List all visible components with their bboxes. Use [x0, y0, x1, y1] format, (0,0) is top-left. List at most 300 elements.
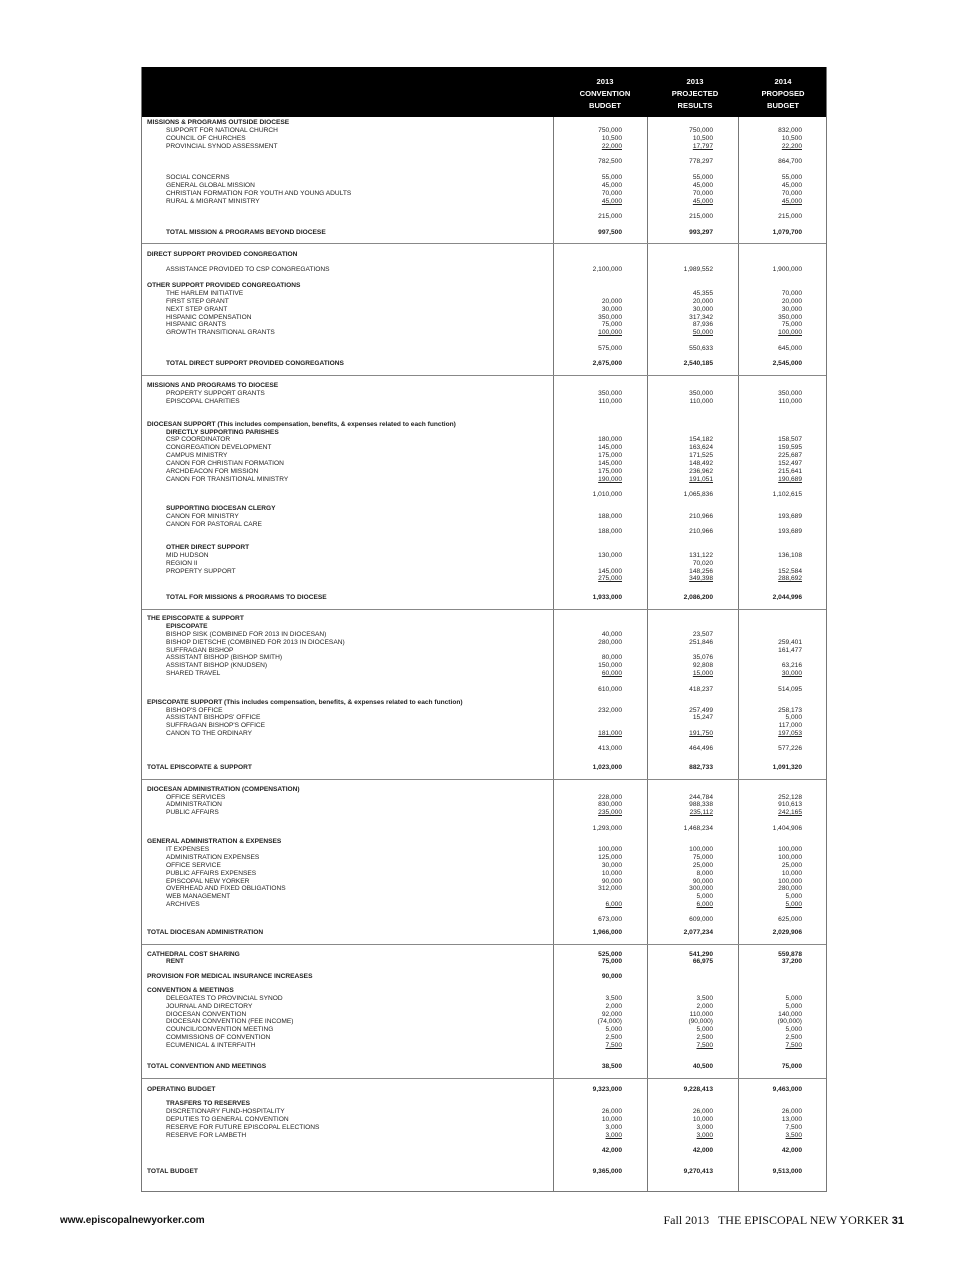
cell-value: 148,492: [689, 460, 713, 467]
cell-value: 280,000: [778, 885, 802, 892]
row-label: FIRST STEP GRANT: [166, 298, 229, 305]
cell-value: 252,128: [778, 794, 802, 801]
cell-value: 3,000: [605, 1132, 622, 1139]
cell-value: 349,398: [689, 575, 713, 582]
cell-value: 45,000: [692, 198, 713, 205]
cell-value: 864,700: [778, 158, 802, 165]
table-row: [142, 398, 826, 406]
cell-value: 9,463,000: [772, 1086, 802, 1093]
table-row: [142, 1034, 826, 1042]
row-label: MISSIONS AND PROGRAMS TO DIOCESE: [147, 382, 279, 389]
cell-value: 3,500: [696, 995, 713, 1002]
table-row: [142, 135, 826, 143]
cell-value: 40,500: [692, 1063, 713, 1070]
cell-value: 750,000: [689, 127, 713, 134]
cell-value: 244,784: [689, 794, 713, 801]
cell-value: 70,020: [692, 560, 713, 567]
row-label: MID HUDSON: [166, 552, 209, 559]
cell-value: 5,000: [605, 1026, 622, 1033]
table-row: [142, 901, 826, 909]
cell-value: 242,165: [778, 809, 802, 816]
table-row: [142, 306, 826, 314]
cell-value: 832,000: [778, 127, 802, 134]
cell-value: 225,687: [778, 452, 802, 459]
cell-value: 17,797: [692, 143, 713, 150]
row-label: SUFFRAGAN BISHOP: [166, 647, 234, 654]
row-label: DIOCESAN ADMINISTRATION (COMPENSATION): [147, 786, 300, 793]
col-header-2014-proposed: [740, 76, 826, 112]
cell-value: 92,000: [601, 1011, 622, 1018]
cell-value: 60,000: [601, 670, 622, 677]
row-label: TOTAL EPISCOPATE & SUPPORT: [147, 764, 252, 771]
cell-value: 45,000: [601, 182, 622, 189]
cell-value: 42,000: [601, 1147, 622, 1154]
cell-value: 6,000: [605, 901, 622, 908]
col-header-line: RESULTS: [677, 101, 713, 110]
cell-value: 9,323,000: [592, 1086, 622, 1093]
cell-value: 30,000: [601, 306, 622, 313]
row-label: CSP COORDINATOR: [166, 436, 231, 443]
cell-value: 577,226: [778, 745, 802, 752]
cell-value: 100,000: [778, 846, 802, 853]
cell-value: 2,000: [696, 1003, 713, 1010]
table-row: [142, 560, 826, 568]
table-row: [142, 282, 826, 290]
row-label: COUNCIL OF CHURCHES: [166, 135, 246, 142]
cell-value: 181,000: [598, 730, 622, 737]
cell-value: 125,000: [598, 854, 622, 861]
row-label: CANON FOR PASTORAL CARE: [166, 521, 262, 528]
table-row: [142, 639, 826, 647]
cell-value: 30,000: [601, 862, 622, 869]
section-divider: [142, 779, 826, 780]
row-label: ADMINISTRATION: [166, 801, 222, 808]
cell-value: 110,000: [689, 1011, 713, 1018]
cell-value: 350,000: [778, 390, 802, 397]
row-label: DELEGATES TO PROVINCIAL SYNOD: [166, 995, 283, 1002]
col-header-line: CONVENTION: [579, 89, 631, 98]
cell-value: 312,000: [598, 885, 622, 892]
row-label: PROVISION FOR MEDICAL INSURANCE INCREASES: [147, 973, 313, 980]
row-label: TOTAL DIOCESAN ADMINISTRATION: [147, 929, 264, 936]
cell-value: 10,500: [781, 135, 802, 142]
cell-value: 10,000: [692, 1116, 713, 1123]
cell-value: 9,270,413: [683, 1168, 713, 1175]
cell-value: 10,000: [781, 870, 802, 877]
cell-value: 2,000: [605, 1003, 622, 1010]
cell-value: 782,500: [598, 158, 622, 165]
cell-value: 10,500: [692, 135, 713, 142]
cell-value: 2,540,185: [683, 360, 713, 367]
row-label: CAMPUS MINISTRY: [166, 452, 228, 459]
row-label: TOTAL FOR MISSIONS & PROGRAMS TO DIOCESE: [166, 594, 327, 601]
row-label: HISPANIC COMPENSATION: [166, 314, 252, 321]
cell-value: 154,182: [689, 436, 713, 443]
table-row: [142, 1124, 826, 1132]
table-row: [142, 452, 826, 460]
row-label: EPISCOPAL NEW YORKER: [166, 878, 250, 885]
cell-value: 55,000: [692, 174, 713, 181]
cell-value: 30,000: [781, 670, 802, 677]
cell-value: 136,108: [778, 552, 802, 559]
cell-value: (90,000): [688, 1018, 713, 1025]
cell-value: 117,000: [778, 722, 802, 729]
table-row: [142, 662, 826, 670]
cell-value: 1,293,000: [592, 825, 622, 832]
cell-value: 110,000: [689, 398, 713, 405]
cell-value: 159,595: [778, 444, 802, 451]
cell-value: 90,000: [601, 878, 622, 885]
table-row: [142, 505, 826, 513]
cell-value: 110,000: [598, 398, 622, 405]
subtotal-row: [142, 213, 826, 221]
cell-value: 175,000: [598, 452, 622, 459]
footer-issue-title: Fall 2013 THE EPISCOPAL NEW YORKER: [663, 1213, 889, 1227]
table-row: [142, 722, 826, 730]
cell-value: 210,966: [689, 513, 713, 520]
row-label: JOURNAL AND DIRECTORY: [166, 1003, 253, 1010]
cell-value: 180,000: [598, 436, 622, 443]
row-label: RESERVE FOR FUTURE EPISCOPAL ELECTIONS: [166, 1124, 320, 1131]
cell-value: 259,401: [778, 639, 802, 646]
cell-value: 1,933,000: [592, 594, 622, 601]
table-row: [142, 893, 826, 901]
cell-value: 45,000: [601, 198, 622, 205]
cell-value: 317,342: [689, 314, 713, 321]
cell-value: 2,675,000: [592, 360, 622, 367]
col-header-line: 2014: [774, 77, 792, 86]
cell-value: 37,200: [781, 958, 802, 965]
row-label: WEB MANAGEMENT: [166, 893, 231, 900]
cell-value: 193,689: [778, 513, 802, 520]
col-header-line: PROJECTED: [671, 89, 719, 98]
row-label: PROVINCIAL SYNOD ASSESSMENT: [166, 143, 278, 150]
subtotal-row: [142, 745, 826, 753]
row-label: REGION II: [166, 560, 198, 567]
row-label: ASSISTANT BISHOP (KNUDSEN): [166, 662, 268, 669]
cell-value: 2,086,200: [683, 594, 713, 601]
row-label: CATHEDRAL COST SHARING: [147, 951, 240, 958]
cell-value: 150,000: [598, 662, 622, 669]
cell-value: 63,216: [781, 662, 802, 669]
cell-value: 215,000: [689, 213, 713, 220]
cell-value: 191,051: [689, 476, 713, 483]
cell-value: 9,228,413: [683, 1086, 713, 1093]
col-header-line: PROPOSED: [761, 89, 805, 98]
table-row: [142, 360, 826, 368]
cell-value: 7,500: [785, 1042, 802, 1049]
cell-value: 20,000: [601, 298, 622, 305]
cell-value: 550,633: [689, 345, 713, 352]
cell-value: 158,507: [778, 436, 802, 443]
cell-value: 3,000: [696, 1124, 713, 1131]
cell-value: 1,900,000: [772, 266, 802, 273]
cell-value: 2,500: [605, 1034, 622, 1041]
row-label: TOTAL DIRECT SUPPORT PROVIDED CONGREGATIONS: [166, 360, 344, 367]
cell-value: 75,000: [781, 321, 802, 328]
row-label: COMMISSIONS OF CONVENTION: [166, 1034, 271, 1041]
footer-website: www.episcopalnewyorker.com: [60, 1215, 205, 1226]
cell-value: 3,000: [605, 1124, 622, 1131]
cell-value: 42,000: [781, 1147, 802, 1154]
cell-value: 100,000: [598, 846, 622, 853]
table-row: [142, 670, 826, 678]
table-row: [142, 631, 826, 639]
cell-value: 9,513,000: [772, 1168, 802, 1175]
table-row: [142, 476, 826, 484]
table-row: [142, 615, 826, 623]
cell-value: 90,000: [601, 973, 622, 980]
cell-value: 100,000: [778, 854, 802, 861]
cell-value: 993,297: [689, 229, 713, 236]
cell-value: 830,000: [598, 801, 622, 808]
cell-value: 55,000: [601, 174, 622, 181]
table-row: [142, 290, 826, 298]
cell-value: 193,689: [778, 528, 802, 535]
cell-value: 300,000: [689, 885, 713, 892]
cell-value: 525,000: [598, 951, 622, 958]
cell-value: 130,000: [598, 552, 622, 559]
table-row: [142, 862, 826, 870]
cell-value: 26,000: [781, 1108, 802, 1115]
cell-value: 26,000: [601, 1108, 622, 1115]
cell-value: 161,477: [778, 647, 802, 654]
cell-value: 258,173: [778, 707, 802, 714]
cell-value: 5,000: [696, 893, 713, 900]
cell-value: 22,200: [781, 143, 802, 150]
row-label: EPISCOPATE: [166, 623, 208, 630]
footer-issue: [664, 1213, 905, 1228]
cell-value: 3,500: [785, 1132, 802, 1139]
table-row: [142, 714, 826, 722]
row-label: TRASFERS TO RESERVES: [166, 1100, 251, 1107]
table-row: [142, 699, 826, 707]
table-row: [142, 390, 826, 398]
cell-value: 35,076: [692, 654, 713, 661]
cell-value: 559,878: [778, 951, 802, 958]
cell-value: 541,290: [689, 951, 713, 958]
cell-value: 236,962: [689, 468, 713, 475]
cell-value: 75,000: [601, 321, 622, 328]
cell-value: 163,624: [689, 444, 713, 451]
cell-value: 13,000: [781, 1116, 802, 1123]
row-label: PUBLIC AFFAIRS: [166, 809, 219, 816]
subtotal-row: [142, 528, 826, 536]
cell-value: 140,000: [778, 1011, 802, 1018]
cell-value: 75,000: [692, 854, 713, 861]
row-label: GENERAL GLOBAL MISSION: [166, 182, 255, 189]
section-divider: [142, 1078, 826, 1079]
row-label: SUPPORT FOR NATIONAL CHURCH: [166, 127, 278, 134]
row-label: PUBLIC AFFAIRS EXPENSES: [166, 870, 257, 877]
row-label: OFFICE SERVICES: [166, 794, 226, 801]
table-row: [142, 801, 826, 809]
cell-value: 7,500: [785, 1124, 802, 1131]
row-label: CHRISTIAN FORMATION FOR YOUTH AND YOUNG ADULTS: [166, 190, 352, 197]
cell-value: 25,000: [781, 862, 802, 869]
cell-value: 5,000: [785, 995, 802, 1002]
row-label: SHARED TRAVEL: [166, 670, 221, 677]
table-row: [142, 1026, 826, 1034]
cell-value: 997,500: [598, 229, 622, 236]
cell-value: 20,000: [781, 298, 802, 305]
table-row: [142, 730, 826, 738]
table-row: [142, 1018, 826, 1026]
cell-value: 131,122: [689, 552, 713, 559]
cell-value: 5,000: [785, 1026, 802, 1033]
cell-value: 7,500: [696, 1042, 713, 1049]
cell-value: 5,000: [785, 901, 802, 908]
table-row: [142, 958, 826, 966]
cell-value: 350,000: [778, 314, 802, 321]
cell-value: 5,000: [785, 714, 802, 721]
cell-value: 1,102,615: [772, 491, 802, 498]
table-row: [142, 1100, 826, 1108]
row-label: CONGREGATION DEVELOPMENT: [166, 444, 272, 451]
cell-value: 188,000: [598, 513, 622, 520]
cell-value: 30,000: [781, 306, 802, 313]
cell-value: 778,297: [689, 158, 713, 165]
row-label: ASSISTANT BISHOP (BISHOP SMITH): [166, 654, 283, 661]
row-label: ASSISTANCE PROVIDED TO CSP CONGREGATIONS: [166, 266, 330, 273]
cell-value: (74,000): [597, 1018, 622, 1025]
cell-value: 645,000: [778, 345, 802, 352]
table-row: [142, 1086, 826, 1094]
row-label: TOTAL CONVENTION AND MEETINGS: [147, 1063, 267, 1070]
col-header-line: BUDGET: [588, 101, 622, 110]
row-label: CANON FOR CHRISTIAN FORMATION: [166, 460, 284, 467]
table-row: [142, 436, 826, 444]
table-row: [142, 174, 826, 182]
cell-value: 5,000: [785, 893, 802, 900]
budget-table: [141, 67, 827, 1192]
row-label: HISPANIC GRANTS: [166, 321, 226, 328]
cell-value: 1,404,906: [772, 825, 802, 832]
cell-value: 10,500: [601, 135, 622, 142]
row-label: MISSIONS & PROGRAMS OUTSIDE DIOCESE: [147, 119, 290, 126]
cell-value: 3,500: [605, 995, 622, 1002]
table-row: [142, 623, 826, 631]
row-label: ECUMENICAL & INTERFAITH: [166, 1042, 256, 1049]
cell-value: 80,000: [601, 654, 622, 661]
cell-value: 6,000: [696, 901, 713, 908]
row-label: OVERHEAD AND FIXED OBLIGATIONS: [166, 885, 286, 892]
subtotal-row: [142, 158, 826, 166]
cell-value: 171,525: [689, 452, 713, 459]
cell-value: 1,966,000: [592, 929, 622, 936]
cell-value: 882,733: [689, 764, 713, 771]
table-row: [142, 1168, 826, 1176]
cell-value: 610,000: [598, 686, 622, 693]
table-row: [142, 1042, 826, 1050]
cell-value: 235,112: [689, 809, 713, 816]
table-row: [142, 885, 826, 893]
cell-value: 575,000: [598, 345, 622, 352]
row-label: DIRECTLY SUPPORTING PARISHES: [166, 429, 279, 436]
table-row: [142, 382, 826, 390]
table-row: [142, 190, 826, 198]
subtotal-row: [142, 575, 826, 583]
col-header-line: BUDGET: [766, 101, 800, 110]
cell-value: 26,000: [692, 1108, 713, 1115]
cell-value: 100,000: [598, 329, 622, 336]
table-row: [142, 198, 826, 206]
cell-value: 251,846: [689, 639, 713, 646]
cell-value: 110,000: [778, 398, 802, 405]
row-label: CONVENTION & MEETINGS: [147, 987, 234, 994]
table-row: [142, 1132, 826, 1140]
row-label: PROPERTY SUPPORT GRANTS: [166, 390, 265, 397]
cell-value: 514,095: [778, 686, 802, 693]
cell-value: 87,936: [692, 321, 713, 328]
table-row: [142, 846, 826, 854]
subtotal-row: [142, 916, 826, 924]
cell-value: 1,065,836: [683, 491, 713, 498]
row-label: DIRECT SUPPORT PROVIDED CONGREGATION: [147, 251, 298, 258]
table-row: [142, 143, 826, 151]
subtotal-row: [142, 825, 826, 833]
cell-value: 9,365,000: [592, 1168, 622, 1175]
cell-value: 100,000: [689, 846, 713, 853]
row-label: ASSISTANT BISHOPS' OFFICE: [166, 714, 261, 721]
table-row: [142, 298, 826, 306]
table-row: [142, 809, 826, 817]
row-label: BISHOP DIETSCHE (COMBINED FOR 2013 IN DIOCESAN): [166, 639, 345, 646]
cell-value: 75,000: [781, 1063, 802, 1070]
cell-value: 152,584: [778, 568, 802, 575]
cell-value: 10,000: [601, 1116, 622, 1123]
col-header-2013-projected: [652, 76, 738, 112]
table-row: [142, 854, 826, 862]
table-row: [142, 838, 826, 846]
section-divider: [142, 243, 826, 244]
cell-value: 92,808: [692, 662, 713, 669]
cell-value: 45,000: [781, 198, 802, 205]
cell-value: 70,000: [781, 290, 802, 297]
cell-value: 609,000: [689, 916, 713, 923]
table-row: [142, 929, 826, 937]
table-row: [142, 1116, 826, 1124]
cell-value: 190,000: [598, 476, 622, 483]
cell-value: 215,000: [778, 213, 802, 220]
subtotal-row: [142, 345, 826, 353]
row-label: ADMINISTRATION EXPENSES: [166, 854, 260, 861]
cell-value: 15,247: [692, 714, 713, 721]
cell-value: 190,689: [778, 476, 802, 483]
col-header-2013-convention: [562, 76, 648, 112]
cell-value: 20,000: [692, 298, 713, 305]
row-label: TOTAL BUDGET: [147, 1168, 198, 1175]
subtotal-row: [142, 1147, 826, 1155]
cell-value: 100,000: [778, 878, 802, 885]
cell-value: 8,000: [696, 870, 713, 877]
table-row: [142, 764, 826, 772]
cell-value: 75,000: [601, 958, 622, 965]
table-header: [142, 67, 826, 117]
section-divider: [142, 944, 826, 945]
table-row: [142, 1003, 826, 1011]
cell-value: 232,000: [598, 707, 622, 714]
table-row: [142, 552, 826, 560]
cell-value: 175,000: [598, 468, 622, 475]
cell-value: 750,000: [598, 127, 622, 134]
table-row: [142, 987, 826, 995]
row-label: DISCRETIONARY FUND-HOSPITALITY: [166, 1108, 285, 1115]
row-label: GENERAL ADMINISTRATION & EXPENSES: [147, 838, 282, 845]
row-label: TOTAL MISSION & PROGRAMS BEYOND DIOCESE: [166, 229, 326, 236]
cell-value: 5,000: [785, 1003, 802, 1010]
row-label: BISHOP SISK (COMBINED FOR 2013 IN DIOCESAN): [166, 631, 327, 638]
